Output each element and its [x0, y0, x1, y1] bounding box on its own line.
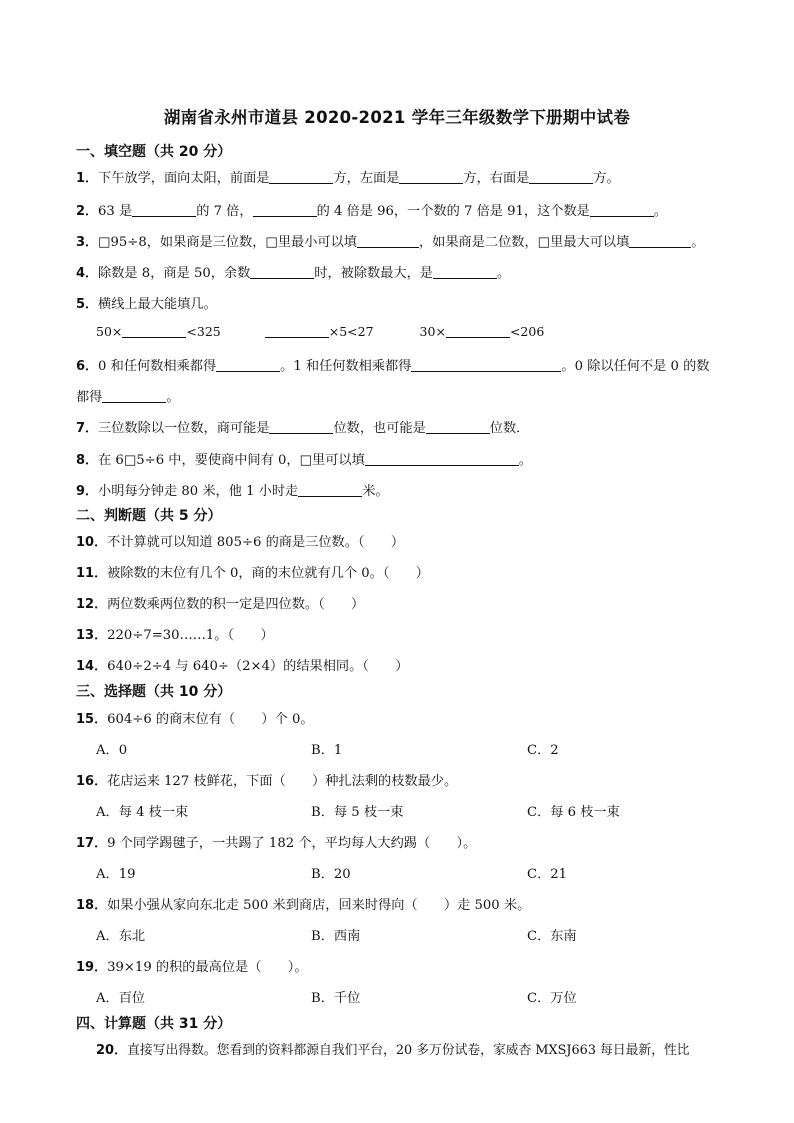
- option-b[interactable]: B．西南: [311, 929, 361, 944]
- question-9: 9．小明每分钟走 80 米，他 1 小时走 米。: [76, 484, 389, 499]
- answer-blank[interactable]: [426, 421, 490, 434]
- question-6-continued: 都得 。: [76, 390, 180, 405]
- question-number: 16．: [76, 774, 108, 789]
- question-number: 4．: [76, 266, 99, 281]
- section-calculation: 四、计算题（共 31 分）: [76, 1016, 232, 1032]
- question-number: 7．: [76, 421, 99, 436]
- answer-blank[interactable]: [399, 171, 463, 184]
- question-number: 14．: [76, 659, 108, 674]
- question-15: 15．604÷6 的商末位有（ ）个 0。: [76, 712, 314, 727]
- question-6: 6．0 和任何数相乘都得 。1 和任何数相乘都得 。0 除以任何不是 0 的数: [76, 359, 710, 374]
- question-20: 20．直接写出得数。您看到的资料都源自我们平台，20 多万份试卷，家威杏 MXSJ663 每日最新，性比: [96, 1043, 690, 1058]
- question-13: 13．220÷7=30……1。（ ）: [76, 628, 274, 643]
- option-c[interactable]: C．2: [527, 743, 559, 758]
- answer-blank[interactable]: [590, 204, 654, 217]
- question-10: 10．不计算就可以知道 805÷6 的商是三位数。（ ）: [76, 535, 405, 550]
- question-number: 9．: [76, 484, 99, 499]
- option-c[interactable]: C．东南: [527, 929, 577, 944]
- question-number: 2．: [76, 204, 99, 219]
- answer-blank[interactable]: [269, 171, 333, 184]
- option-b[interactable]: B．20: [311, 867, 351, 882]
- question-number: 12．: [76, 597, 108, 612]
- question-7: 7．三位数除以一位数，商可能是 位数，也可能是 位数．: [76, 421, 530, 436]
- question-5-expressions: 50× <325 ×5<27 30× <206: [96, 324, 545, 339]
- question-number: 10．: [76, 535, 108, 550]
- answer-blank[interactable]: [629, 235, 691, 248]
- option-a[interactable]: A．0: [96, 743, 128, 758]
- question-number: 15．: [76, 712, 108, 727]
- answer-blank[interactable]: [298, 484, 362, 497]
- question-14: 14．640÷2÷4 与 640÷（2×4）的结果相同。（ ）: [76, 659, 409, 674]
- answer-blank[interactable]: [132, 204, 196, 217]
- answer-blank[interactable]: [269, 421, 333, 434]
- answer-blank[interactable]: [365, 453, 519, 466]
- option-c[interactable]: C．每 6 枝一束: [527, 805, 620, 820]
- question-1: 1．下午放学，面向太阳，前面是 方，左面是 方，右面是 方。: [76, 171, 620, 186]
- question-number: 19．: [76, 960, 108, 975]
- question-number: 11．: [76, 566, 108, 581]
- question-5: 5．横线上最大能填几。: [76, 297, 217, 312]
- question-12: 12．两位数乘两位数的积一定是四位数。（ ）: [76, 597, 365, 612]
- page-title: 湖南省永州市道县 2020-2021 学年三年级数学下册期中试卷: [163, 108, 631, 127]
- section-multiple-choice: 三、选择题（共 10 分）: [76, 684, 232, 700]
- question-11: 11．被除数的末位有几个 0，商的末位就有几个 0。（ ）: [76, 566, 429, 581]
- question-19: 19．39×19 的积的最高位是（ ）。: [76, 960, 308, 975]
- answer-blank[interactable]: [102, 390, 166, 403]
- section-true-false: 二、判断题（共 5 分）: [76, 508, 222, 524]
- question-number: 6．: [76, 359, 99, 374]
- option-a[interactable]: A．每 4 枝一束: [96, 805, 189, 820]
- option-b[interactable]: B．1: [311, 743, 343, 758]
- answer-blank[interactable]: [216, 359, 280, 372]
- question-number: 20．: [96, 1043, 128, 1058]
- option-b[interactable]: B．每 5 枝一束: [311, 805, 404, 820]
- answer-blank[interactable]: [529, 171, 593, 184]
- answer-blank[interactable]: [250, 266, 314, 279]
- question-16: 16．花店运来 127 枝鲜花，下面（ ）种扎法剩的枝数最少。: [76, 774, 458, 789]
- question-17: 17．9 个同学踢毽子，一共踢了 182 个，平均每人大约踢（ ）。: [76, 836, 477, 851]
- answer-blank[interactable]: [357, 235, 419, 248]
- question-2: 2．63 是 的 7 倍， 的 4 倍是 96，一个数的 7 倍是 91，这个数是 。: [76, 204, 668, 219]
- question-number: 13．: [76, 628, 108, 643]
- section-fill-blank: 一、填空题（共 20 分）: [76, 144, 232, 160]
- option-c[interactable]: C．21: [527, 867, 568, 882]
- answer-blank[interactable]: [265, 325, 329, 338]
- question-number: 18．: [76, 898, 108, 913]
- question-number: 3．: [76, 235, 99, 250]
- answer-blank[interactable]: [433, 266, 497, 279]
- question-18: 18．如果小强从家向东北走 500 米到商店，回来时得向（ ）走 500 米。: [76, 898, 531, 913]
- question-number: 5．: [76, 297, 99, 312]
- option-a[interactable]: A．东北: [96, 929, 146, 944]
- question-number: 1．: [76, 171, 99, 186]
- question-8: 8．在 6□5÷6 中，要使商中间有 0，□里可以填 。: [76, 453, 532, 468]
- option-b[interactable]: B．千位: [311, 991, 361, 1006]
- answer-blank[interactable]: [253, 204, 317, 217]
- question-number: 8．: [76, 453, 99, 468]
- question-4: 4．除数是 8，商是 50，余数 时，被除数最大，是 。: [76, 266, 511, 281]
- question-3: 3．□95÷8，如果商是三位数，□里最小可以填 ，如果商是二位数，□里最大可以填 。: [76, 235, 705, 250]
- answer-blank[interactable]: [446, 325, 510, 338]
- answer-blank[interactable]: [122, 325, 186, 338]
- answer-blank[interactable]: [411, 359, 561, 372]
- question-number: 17．: [76, 836, 108, 851]
- option-c[interactable]: C．万位: [527, 991, 577, 1006]
- option-a[interactable]: A．百位: [96, 991, 146, 1006]
- option-a[interactable]: A．19: [96, 867, 136, 882]
